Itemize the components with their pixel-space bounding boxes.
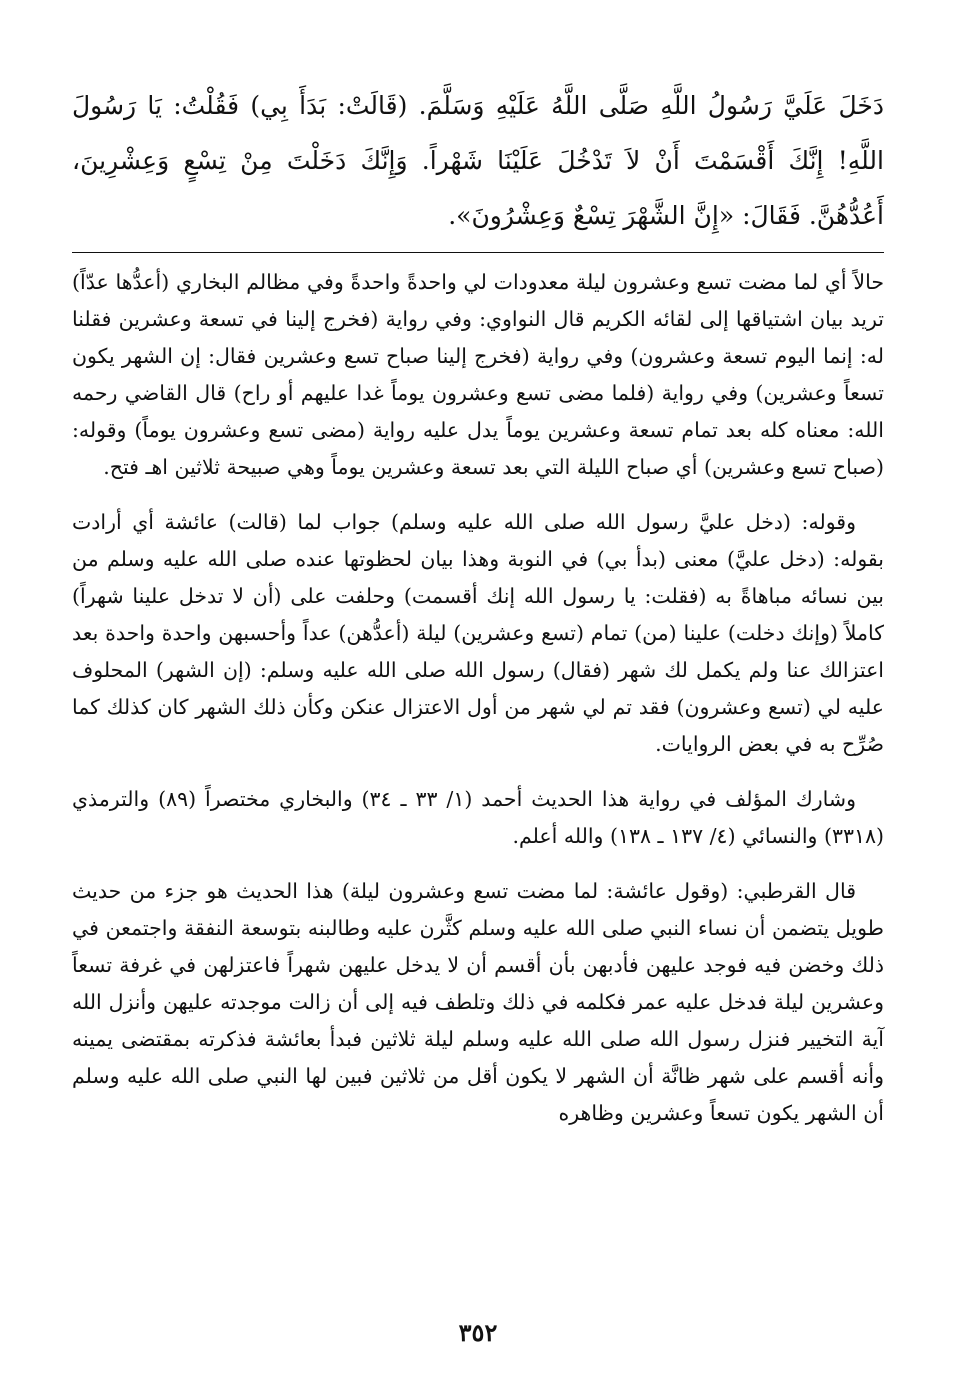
commentary-paragraph-4: قال القرطبي: (وقول عائشة: لما مضت تسع وعشرون ليلة) هذا الحديث هو جزء من حديث طويل يتضمن أن نساء النبي صلى الله عليه وسلم كثَّرن عليه وطالبنه بتوسعة النفقة واجتمعن في ذلك وخضن فيه فوجد عليهن فأدبهن بأن أقسم أن لا يدخل عليهن شهراً فاعتزلهن في غرفة تسعاً وعشرين ليلة فدخل عليه عمر فكلمه في ذلك وتلطف فيه إلى أن زالت موجدته عليهن وأنزل الله آية التخيير فنزل رسول الله صلى الله عليه وسلم ليلة ثلاثين فبدأ بعائشة فذكرته بمقتضى يمينه وأنه أقسم على شهر ظانَّة أن الشهر لا يكون أقل من ثلاثين فبين لها النبي صلى الله عليه وسلم أن الشهر يكون تسعاً وعشرين وظاهره [72, 879, 884, 1125]
footnote-divider [72, 252, 884, 253]
hadith-paragraph: دَخَلَ عَلَيَّ رَسُولُ اللَّهِ صَلَّى اللَّهُ عَلَيْهِ وَسَلَّمَ. (قَالَتْ: بَدَأَ بِي) فَقُلْتُ: يَا رَسُولَ اللَّهِ! إِنَّكَ أَقْسَمْتَ أَنْ لاَ تَدْخُلَ عَلَيْنَا شَهْراً. وَإِنَّكَ دَخَلْتَ مِنْ تِسْعٍ وَعِشْرِينَ، أَعُدُّهُنَّ. فَقَالَ: «إِنَّ الشَّهْرَ تِسْعٌ وَعِشْرُونَ». [72, 91, 884, 230]
hadith-text-block [72, 78, 884, 243]
commentary-paragraph-1: حالاً أي لما مضت تسع وعشرون ليلة معدودات لي واحدةً واحدةً وفي مظالم البخاري (أعدُّها عدّاً) تريد بيان اشتياقها إلى لقائه الكريم قال النواوي: وفي رواية (فخرج إلينا في تسعة وعشرين فقلنا له: إنما اليوم تسعة وعشرون) وفي رواية (فخرج إلينا صباح تسع وعشرين فقال: إن الشهر يكون تسعاً وعشرين) وفي رواية (فلما مضى تسع وعشرون يوماً غدا عليهم أو راح) قال القاضي رحمه الله: معناه كله بعد تمام تسعة وعشرين يوماً يدل عليه رواية (مضى تسع وعشرون يوماً) وقوله: (صباح تسع وعشرين) أي صباح الليلة التي بعد تسعة وعشرين يوماً وهي صبيحة ثلاثين اهـ فتح. [72, 270, 884, 479]
commentary-block [72, 264, 884, 1150]
page-number: ٣٥٢ [458, 1318, 498, 1347]
commentary-paragraph-3: وشارك المؤلف في رواية هذا الحديث أحمد (١/ ٣٣ ـ ٣٤) والبخاري مختصراً (٨٩) والترمذي (٣٣١٨) والنسائي (٤/ ١٣٧ ـ ١٣٨) والله أعلم. [72, 787, 884, 848]
commentary-paragraph-2: وقوله: (دخل عليَّ رسول الله صلى الله عليه وسلم) جواب لما (قالت) عائشة أي أرادت بقوله: (دخل عليَّ) معنى (بدأ بي) في النوبة وهذا بيان لحظوتها عنده صلى الله عليه وسلم من بين نسائه مباهاةً به (فقلت: يا رسول الله إنك أقسمت) وحلفت على (أن لا تدخل علينا شهراً) كاملاً (وإنك دخلت) علينا (من) تمام (تسع وعشرين) ليلة (أعدُّهن) عداً وأحسبهن واحدة واحدة بعد اعتزالك عنا ولم يكمل لك شهر (فقال) رسول الله صلى الله عليه وسلم: (إن الشهر) المحلوف عليه لي (تسع وعشرون) فقد تم لي شهر من أول الاعتزال عنكن وكأن ذلك الشهر كان كذلك كما صُرِّح به في بعض الروايات. [72, 510, 884, 756]
